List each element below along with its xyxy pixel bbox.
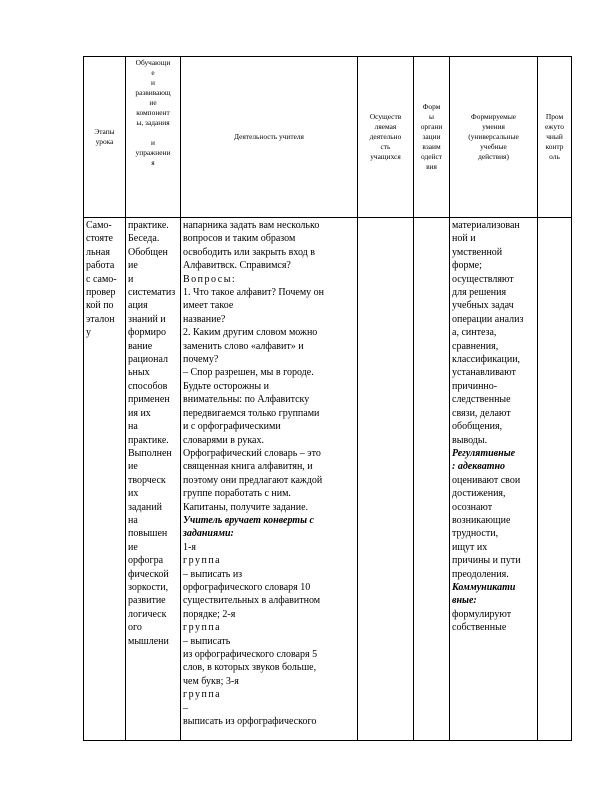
text-line: ие — [128, 461, 138, 473]
text-line: ация — [128, 300, 148, 312]
text-line: – Спор разрешен, мы в городе. — [183, 367, 314, 379]
text-line: рационал — [128, 354, 169, 366]
interaction-forms-cell — [414, 218, 450, 741]
text-line: священная книга алфавитян, и — [183, 461, 313, 473]
text-line: чный — [546, 132, 563, 141]
text-line: Пром — [545, 112, 564, 121]
text-line: кой по — [86, 300, 114, 312]
text-line: для решения — [452, 287, 507, 299]
text-line: трудности, — [452, 528, 499, 540]
text-line: Выполнен — [128, 447, 172, 459]
text-line: причинно- — [452, 380, 498, 392]
text-line: ие — [128, 541, 138, 553]
text-line: имеет такое — [183, 300, 234, 312]
text-line: группе поработать с ним. — [183, 488, 291, 500]
text-line: фической — [128, 568, 169, 580]
text-line: Капитаны, получите задание. — [183, 501, 309, 513]
communicative-label: Коммуникати — [452, 581, 516, 593]
table-body-row — [84, 218, 572, 741]
communicative-label: вные: — [452, 595, 477, 607]
text-line: формулируют — [452, 608, 512, 620]
text-line: Беседа. — [128, 233, 160, 245]
text-line: операции анализ — [452, 313, 524, 325]
text-line: поэтому они предлагают каждой — [183, 474, 323, 486]
text-line: 1-я группа – выписать из — [183, 541, 243, 580]
regulative-label: Регулятивные — [452, 447, 516, 459]
text-line: ы, задания — [136, 118, 170, 127]
text-line: собственные — [452, 622, 507, 634]
text-line: оценивают свои — [452, 474, 521, 486]
text-line: логическ — [128, 608, 167, 620]
header-control — [538, 57, 572, 218]
text-line: устанавливают — [452, 367, 516, 379]
text-line: органи — [420, 122, 443, 131]
text-line: провер — [86, 287, 116, 299]
text-line: с само- — [86, 273, 117, 285]
student-activity-cell — [358, 218, 414, 741]
header-learning-actions — [450, 57, 538, 218]
text-line: урока — [95, 137, 114, 146]
text-line: выписать из орфографического — [183, 716, 317, 728]
text-line: эталон — [86, 313, 115, 325]
text-line: достижения, — [452, 488, 506, 500]
text-line: применен — [128, 394, 170, 406]
text-line: орфографического словаря 10 — [183, 581, 311, 593]
text-line: развивающ — [135, 88, 171, 97]
text-line: и — [128, 273, 134, 285]
text-line: заданий — [128, 501, 162, 513]
control-cell — [538, 218, 572, 741]
text-line: на — [128, 514, 138, 526]
header-components — [126, 57, 181, 218]
text-line: льная — [86, 246, 110, 258]
learning-actions-cell — [450, 218, 538, 741]
text-line: преодоления. — [452, 568, 509, 580]
text-line: ие — [128, 260, 138, 272]
text-line: 2. Каким другим словом можно — [183, 327, 318, 339]
text-line: причины и пути — [452, 555, 521, 567]
text-line: действия) — [478, 152, 509, 161]
text-line: освободить или закрыть вход в — [183, 246, 315, 258]
table-header-row — [84, 57, 572, 218]
text-line: порядке; 2-я группа – выписать — [183, 608, 236, 647]
text-line: ежуто — [545, 122, 564, 131]
text-line: а, синтеза, — [452, 327, 497, 339]
header-stages — [84, 57, 126, 218]
header-student-activity — [358, 57, 414, 218]
text-line: Форм — [422, 102, 441, 111]
text-line: внимательны: по Алфавитску — [183, 394, 310, 406]
text-line: заменить слово «алфавит» и — [183, 340, 304, 352]
text-line: материализован — [452, 220, 520, 231]
text-line: вия — [426, 162, 437, 171]
text-line: знаний и — [128, 313, 166, 325]
text-line: чем букв; 3-я группа – — [183, 675, 239, 714]
questions-label: Вопросы: — [183, 273, 237, 285]
text-line: вание — [128, 340, 153, 352]
text-line: зации — [422, 132, 441, 141]
text-line: почему? — [183, 354, 219, 366]
text-line: сть — [380, 142, 391, 151]
text-line: и с орфографическими — [183, 421, 281, 433]
text-line: ляемая — [374, 122, 397, 131]
text-line: слов, в которых звуков больше, — [183, 662, 317, 674]
header-interaction-forms — [414, 57, 450, 218]
text-line: следственные — [452, 394, 511, 406]
text-line: ьных — [128, 367, 150, 379]
text-line: работа — [86, 260, 115, 272]
text-line: Этапы — [94, 127, 115, 136]
text-line: оль — [549, 152, 560, 161]
text-line: сравнения, — [452, 340, 499, 352]
stage-cell — [84, 218, 126, 741]
text-line: учебные — [480, 142, 507, 151]
text-line: возникающие — [452, 514, 511, 526]
text-line: орфогра — [128, 555, 164, 567]
text-line: из орфографического словаря 5 — [183, 649, 318, 660]
text-line: Само- — [86, 220, 112, 231]
text-line: умения — [482, 122, 505, 131]
header-teacher-activity — [181, 57, 358, 218]
instruction-line: Учитель вручает конверты с — [183, 514, 314, 526]
text-line: форме; — [452, 260, 482, 272]
text-line: учащихся — [370, 152, 401, 161]
text-line: формиро — [128, 327, 167, 339]
text-line: ия их — [128, 407, 151, 419]
components-cell — [126, 218, 181, 741]
text-line — [127, 128, 179, 138]
text-line: компонент — [136, 108, 170, 117]
text-line: повышен — [128, 528, 168, 540]
text-line: вопросов и таким образом — [183, 233, 296, 245]
text-line: мышлени — [128, 635, 169, 647]
text-line: систематиз — [128, 287, 176, 299]
text-line: творческ — [128, 474, 166, 486]
text-line: е — [151, 68, 155, 77]
text-line: Осуществ — [369, 112, 402, 121]
text-line: осуществляют — [452, 273, 514, 285]
text-line: учебных задач — [452, 300, 514, 312]
text-line: на — [128, 421, 138, 433]
text-line: Обобщен — [128, 246, 168, 258]
text-line: у — [86, 327, 91, 339]
text-line: и — [151, 78, 155, 87]
text-line: : адекватно — [452, 461, 506, 473]
text-line: Формируемые — [470, 112, 517, 121]
text-line: Деятельность учителя — [234, 132, 304, 141]
text-line: осознают — [452, 501, 493, 513]
text-line: одейст — [421, 152, 442, 161]
text-line: умственной — [452, 246, 503, 258]
text-line: связи, делают — [452, 407, 511, 419]
lesson-plan-table — [83, 56, 572, 741]
instruction-line: заданиями: — [183, 528, 234, 540]
text-line: 1. Что такое алфавит? Почему он — [183, 287, 325, 299]
text-line: ной и — [452, 233, 476, 245]
text-line: их — [128, 488, 139, 500]
text-line: классификации, — [452, 354, 521, 366]
text-line: и — [151, 138, 155, 147]
text-line: (универсальные — [468, 132, 519, 141]
text-line: Орфографический словарь – это — [183, 447, 321, 459]
text-line: существительных в алфавитном — [183, 595, 321, 607]
text-line: обобщения, — [452, 421, 503, 433]
text-line: ищут их — [452, 541, 488, 553]
text-line: зоркости, — [128, 581, 169, 593]
text-line: название? — [183, 313, 226, 325]
text-line: напарника задать вам несколько — [183, 220, 320, 231]
text-line: способов — [128, 380, 168, 392]
text-line: я — [151, 158, 155, 167]
text-line: контр — [545, 142, 564, 151]
text-line: Будьте осторожны и — [183, 380, 269, 392]
text-line: ы — [429, 112, 434, 121]
teacher-activity-cell — [181, 218, 358, 741]
text-line: выводы. — [452, 434, 488, 446]
text-line: стояте — [86, 233, 113, 245]
text-line: Алфавитвск. Справимся? — [183, 260, 291, 272]
text-line: деятельно — [369, 132, 402, 141]
text-line: развитие — [128, 595, 166, 607]
text-line: практике. — [128, 220, 169, 231]
text-line: взаим — [422, 142, 441, 151]
text-line: Обучающи — [135, 58, 171, 67]
text-line: словарями в руках. — [183, 434, 264, 446]
text-line: передвигаемся только группами — [183, 407, 320, 419]
text-line: ие — [149, 98, 157, 107]
text-line: практике. — [128, 434, 169, 446]
text-line: ого — [128, 622, 142, 634]
text-line: упражнени — [135, 148, 171, 157]
